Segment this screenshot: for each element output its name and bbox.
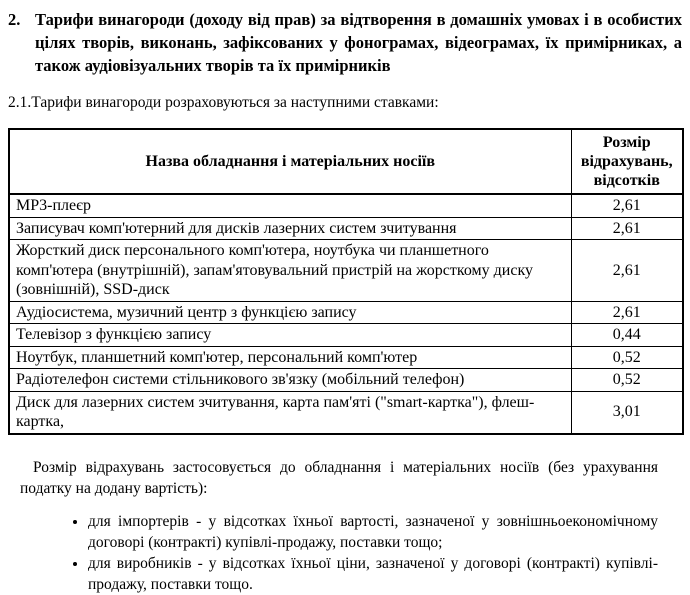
table-row — [9, 240, 683, 302]
equipment-name-cell: MP3-плеєр — [9, 194, 571, 217]
table-row — [9, 217, 683, 240]
rate-value-cell: 2,61 — [571, 240, 683, 302]
notes-intro-paragraph: Розмір відрахувань застосовується до обладнання і матеріальних носіїв (без урахування податку на додану вартість): — [20, 458, 658, 497]
table-row — [9, 391, 683, 434]
equipment-name-cell: Диск для лазерних систем зчитування, карта пам'яті ("smart-картка"), флеш-картка, — [9, 391, 571, 434]
subsection-line: 2.1.Тарифи винагороди розраховуються за наступними ставками: — [8, 94, 439, 111]
list-item — [88, 553, 658, 595]
equipment-name-cell: Радіотелефон системи стільникового зв'язку (мобільний телефон) — [9, 369, 571, 392]
section-number: 2. — [8, 10, 21, 29]
equipment-name-header: Назва обладнання і матеріальних носіїв — [9, 129, 571, 194]
bullet-item-text: для імпортерів - у відсотках їхньої вартості, зазначеної у зовнішньоекономічному договорі (контракті) купівлі-продажу, поставки тощо; — [88, 512, 658, 551]
tariff-table-header — [9, 129, 683, 194]
table-row — [9, 301, 683, 324]
rate-value-cell: 2,61 — [571, 217, 683, 240]
document-page — [0, 8, 690, 593]
rate-value-cell: 2,61 — [571, 301, 683, 324]
table-header-row — [9, 129, 683, 194]
equipment-name-cell: Аудіосистема, музичний центр з функцією запису — [9, 301, 571, 324]
rate-value-cell: 0,52 — [571, 369, 683, 392]
table-row — [9, 324, 683, 347]
section-title: Тарифи винагороди (доходу від прав) за відтворення в домашніх умовах і в особистих цілях творів, виконань, зафіксованих у фонограмах, відеограмах, їх примірниках, а також аудіовізуальних творів та їх примірників — [35, 10, 682, 75]
equipment-name-cell: Ноутбук, планшетний комп'ютер, персональний комп'ютер — [9, 346, 571, 369]
section-heading — [8, 8, 682, 77]
rate-value-cell: 0,44 — [571, 324, 683, 347]
equipment-name-cell: Жорсткий диск персонального комп'ютера, ноутбука чи планшетного комп'ютера (внутрішній), запам'ятовувальний пристрій на жорсткому диску (зовнішній), SSD-диск — [9, 240, 571, 302]
notes-bullet-list — [0, 511, 658, 595]
rate-value-cell: 0,52 — [571, 346, 683, 369]
rate-value-cell: 3,01 — [571, 391, 683, 434]
tariff-table-body — [9, 194, 683, 434]
tariff-table — [8, 128, 684, 435]
bullet-item-text: для виробників - у відсотках їхньої ціни, зазначеної у договорі (контракті) купівлі-продажу, поставки тощо. — [88, 554, 658, 593]
table-row — [9, 346, 683, 369]
table-row — [9, 369, 683, 392]
list-item — [88, 511, 658, 553]
equipment-name-cell: Телевізор з функцією запису — [9, 324, 571, 347]
rate-header: Розмір відрахувань, відсотків — [571, 129, 683, 194]
equipment-name-cell: Записувач комп'ютерний для дисків лазерних систем зчитування — [9, 217, 571, 240]
table-row — [9, 194, 683, 217]
rate-value-cell: 2,61 — [571, 194, 683, 217]
